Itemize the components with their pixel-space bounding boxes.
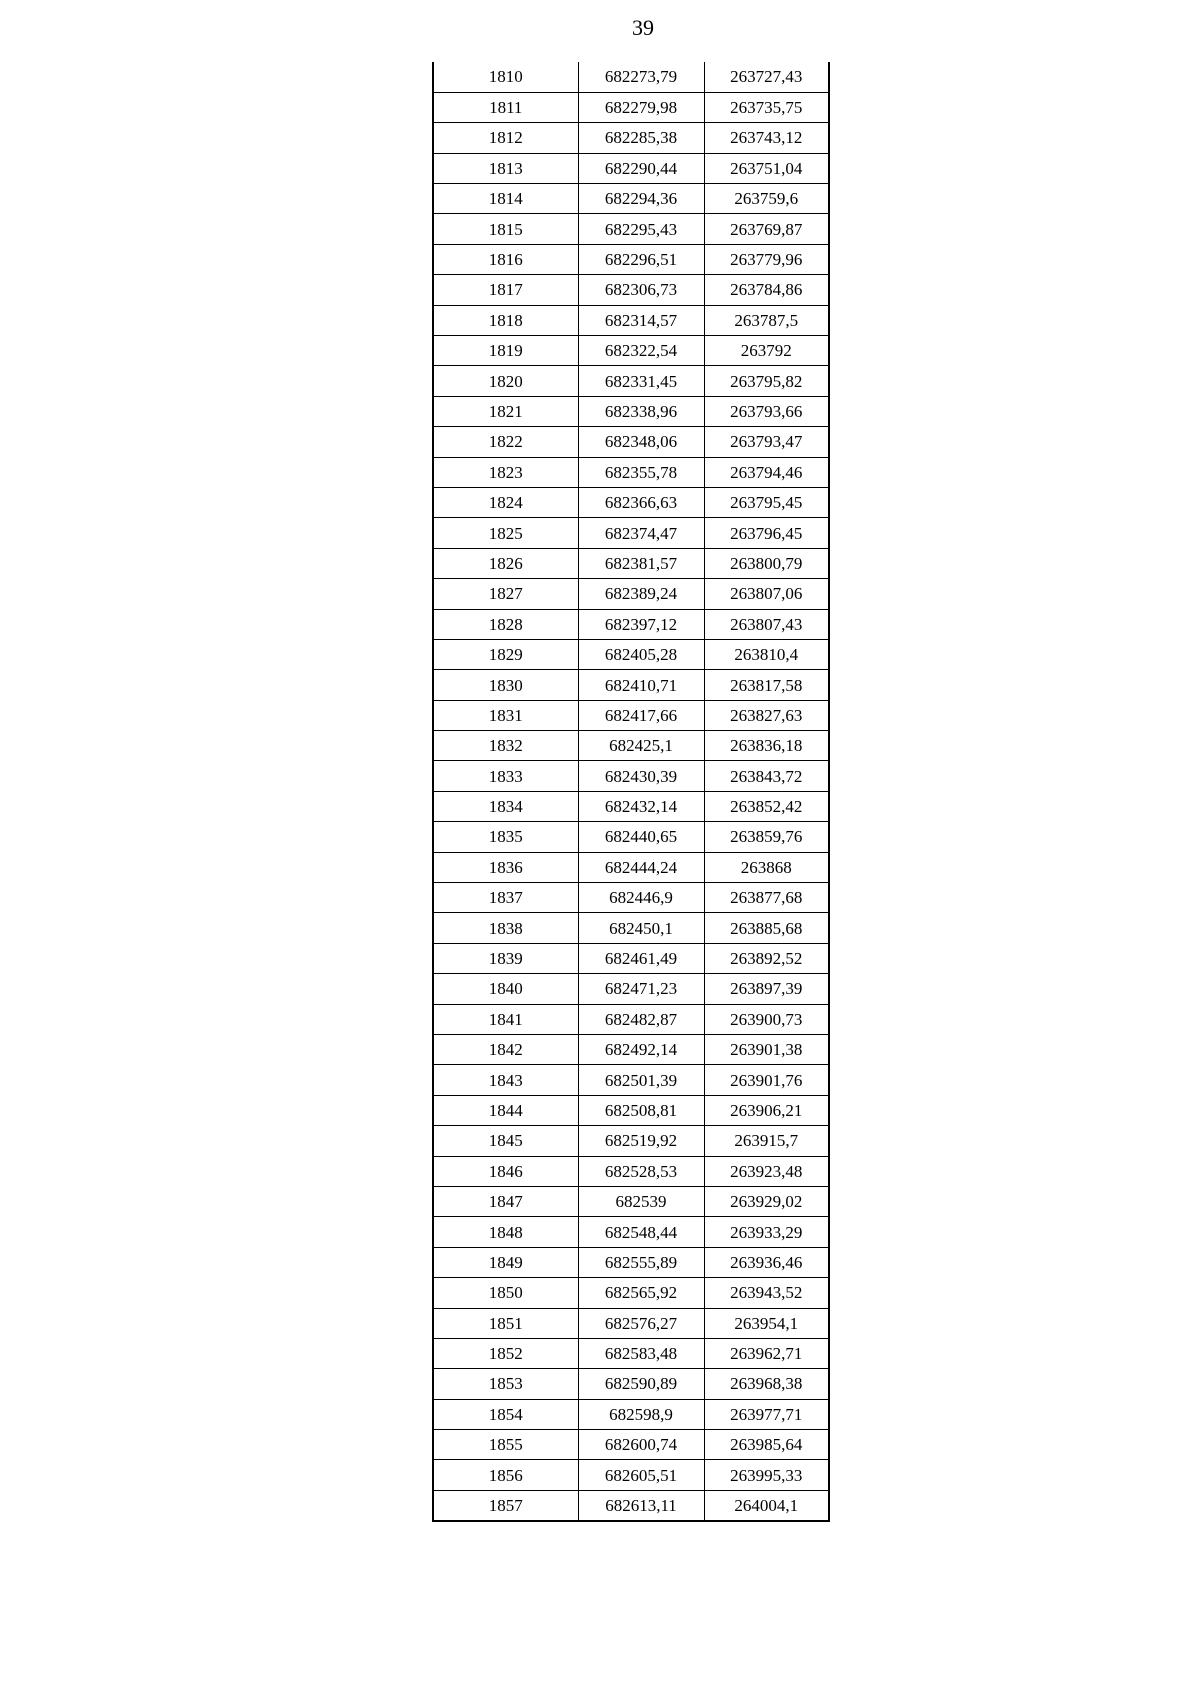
point-number-cell: 1833	[433, 761, 578, 791]
x-coordinate-cell: 682501,39	[578, 1065, 704, 1095]
table-row	[433, 457, 829, 487]
table-row	[433, 184, 829, 214]
x-coordinate-cell: 682600,74	[578, 1430, 704, 1460]
x-coordinate-cell: 682430,39	[578, 761, 704, 791]
point-number-cell: 1852	[433, 1338, 578, 1368]
table-row	[433, 1095, 829, 1125]
point-number-cell: 1854	[433, 1399, 578, 1429]
table-row	[433, 883, 829, 913]
y-coordinate-cell: 263807,06	[704, 579, 829, 609]
x-coordinate-cell: 682338,96	[578, 396, 704, 426]
x-coordinate-cell: 682583,48	[578, 1338, 704, 1368]
y-coordinate-cell: 263800,79	[704, 548, 829, 578]
table-row	[433, 275, 829, 305]
point-number-cell: 1821	[433, 396, 578, 426]
coordinates-table	[432, 62, 830, 1522]
x-coordinate-cell: 682519,92	[578, 1126, 704, 1156]
table-row	[433, 1369, 829, 1399]
x-coordinate-cell: 682444,24	[578, 852, 704, 882]
y-coordinate-cell: 263859,76	[704, 822, 829, 852]
y-coordinate-cell: 263923,48	[704, 1156, 829, 1186]
point-number-cell: 1846	[433, 1156, 578, 1186]
table-row	[433, 1247, 829, 1277]
table-row	[433, 1278, 829, 1308]
point-number-cell: 1844	[433, 1095, 578, 1125]
point-number-cell: 1819	[433, 336, 578, 366]
table-row	[433, 670, 829, 700]
y-coordinate-cell: 263943,52	[704, 1278, 829, 1308]
y-coordinate-cell: 263915,7	[704, 1126, 829, 1156]
coordinates-table-body	[433, 62, 829, 1521]
y-coordinate-cell: 263795,82	[704, 366, 829, 396]
y-coordinate-cell: 263795,45	[704, 487, 829, 517]
x-coordinate-cell: 682605,51	[578, 1460, 704, 1490]
table-row	[433, 639, 829, 669]
point-number-cell: 1816	[433, 244, 578, 274]
table-row	[433, 244, 829, 274]
point-number-cell: 1855	[433, 1430, 578, 1460]
x-coordinate-cell: 682548,44	[578, 1217, 704, 1247]
point-number-cell: 1853	[433, 1369, 578, 1399]
table-row	[433, 791, 829, 821]
x-coordinate-cell: 682425,1	[578, 731, 704, 761]
y-coordinate-cell: 263906,21	[704, 1095, 829, 1125]
table-row	[433, 1460, 829, 1490]
point-number-cell: 1817	[433, 275, 578, 305]
table-row	[433, 214, 829, 244]
x-coordinate-cell: 682355,78	[578, 457, 704, 487]
x-coordinate-cell: 682397,12	[578, 609, 704, 639]
table-row	[433, 852, 829, 882]
table-row	[433, 396, 829, 426]
y-coordinate-cell: 263995,33	[704, 1460, 829, 1490]
table-row	[433, 427, 829, 457]
point-number-cell: 1856	[433, 1460, 578, 1490]
table-row	[433, 518, 829, 548]
y-coordinate-cell: 263900,73	[704, 1004, 829, 1034]
point-number-cell: 1837	[433, 883, 578, 913]
x-coordinate-cell: 682508,81	[578, 1095, 704, 1125]
point-number-cell: 1848	[433, 1217, 578, 1247]
y-coordinate-cell: 263743,12	[704, 123, 829, 153]
table-row	[433, 1186, 829, 1216]
x-coordinate-cell: 682389,24	[578, 579, 704, 609]
point-number-cell: 1826	[433, 548, 578, 578]
table-row	[433, 761, 829, 791]
table-row	[433, 579, 829, 609]
x-coordinate-cell: 682613,11	[578, 1490, 704, 1520]
point-number-cell: 1831	[433, 700, 578, 730]
y-coordinate-cell: 263897,39	[704, 974, 829, 1004]
y-coordinate-cell: 263929,02	[704, 1186, 829, 1216]
point-number-cell: 1828	[433, 609, 578, 639]
table-row	[433, 153, 829, 183]
table-row	[433, 1490, 829, 1520]
y-coordinate-cell: 263827,63	[704, 700, 829, 730]
table-row	[433, 548, 829, 578]
x-coordinate-cell: 682314,57	[578, 305, 704, 335]
point-number-cell: 1827	[433, 579, 578, 609]
table-row	[433, 123, 829, 153]
point-number-cell: 1857	[433, 1490, 578, 1520]
y-coordinate-cell: 263759,6	[704, 184, 829, 214]
x-coordinate-cell: 682405,28	[578, 639, 704, 669]
y-coordinate-cell: 263933,29	[704, 1217, 829, 1247]
point-number-cell: 1849	[433, 1247, 578, 1277]
table-row	[433, 700, 829, 730]
point-number-cell: 1812	[433, 123, 578, 153]
point-number-cell: 1845	[433, 1126, 578, 1156]
point-number-cell: 1834	[433, 791, 578, 821]
point-number-cell: 1820	[433, 366, 578, 396]
y-coordinate-cell: 263885,68	[704, 913, 829, 943]
x-coordinate-cell: 682576,27	[578, 1308, 704, 1338]
table-row	[433, 1065, 829, 1095]
y-coordinate-cell: 263985,64	[704, 1430, 829, 1460]
point-number-cell: 1825	[433, 518, 578, 548]
y-coordinate-cell: 263727,43	[704, 62, 829, 92]
table-row	[433, 1399, 829, 1429]
point-number-cell: 1838	[433, 913, 578, 943]
table-row	[433, 1338, 829, 1368]
point-number-cell: 1839	[433, 943, 578, 973]
point-number-cell: 1847	[433, 1186, 578, 1216]
y-coordinate-cell: 263877,68	[704, 883, 829, 913]
y-coordinate-cell: 263968,38	[704, 1369, 829, 1399]
y-coordinate-cell: 263962,71	[704, 1338, 829, 1368]
point-number-cell: 1841	[433, 1004, 578, 1034]
y-coordinate-cell: 263793,47	[704, 427, 829, 457]
y-coordinate-cell: 263836,18	[704, 731, 829, 761]
table-row	[433, 943, 829, 973]
table-row	[433, 92, 829, 122]
table-row	[433, 1430, 829, 1460]
table-row	[433, 336, 829, 366]
point-number-cell: 1835	[433, 822, 578, 852]
y-coordinate-cell: 263807,43	[704, 609, 829, 639]
x-coordinate-cell: 682539	[578, 1186, 704, 1216]
point-number-cell: 1813	[433, 153, 578, 183]
x-coordinate-cell: 682290,44	[578, 153, 704, 183]
point-number-cell: 1850	[433, 1278, 578, 1308]
point-number-cell: 1824	[433, 487, 578, 517]
point-number-cell: 1818	[433, 305, 578, 335]
table-row	[433, 822, 829, 852]
point-number-cell: 1843	[433, 1065, 578, 1095]
y-coordinate-cell: 263735,75	[704, 92, 829, 122]
y-coordinate-cell: 263794,46	[704, 457, 829, 487]
table-row	[433, 731, 829, 761]
y-coordinate-cell: 263784,86	[704, 275, 829, 305]
point-number-cell: 1840	[433, 974, 578, 1004]
x-coordinate-cell: 682565,92	[578, 1278, 704, 1308]
point-number-cell: 1829	[433, 639, 578, 669]
table-row	[433, 1217, 829, 1247]
table-row	[433, 974, 829, 1004]
x-coordinate-cell: 682273,79	[578, 62, 704, 92]
page-number: 39	[632, 15, 654, 40]
x-coordinate-cell: 682294,36	[578, 184, 704, 214]
x-coordinate-cell: 682432,14	[578, 791, 704, 821]
x-coordinate-cell: 682381,57	[578, 548, 704, 578]
x-coordinate-cell: 682410,71	[578, 670, 704, 700]
x-coordinate-cell: 682366,63	[578, 487, 704, 517]
point-number-cell: 1811	[433, 92, 578, 122]
x-coordinate-cell: 682331,45	[578, 366, 704, 396]
y-coordinate-cell: 263787,5	[704, 305, 829, 335]
point-number-cell: 1842	[433, 1035, 578, 1065]
point-number-cell: 1823	[433, 457, 578, 487]
x-coordinate-cell: 682322,54	[578, 336, 704, 366]
point-number-cell: 1836	[433, 852, 578, 882]
y-coordinate-cell: 263796,45	[704, 518, 829, 548]
x-coordinate-cell: 682461,49	[578, 943, 704, 973]
point-number-cell: 1851	[433, 1308, 578, 1338]
y-coordinate-cell: 263810,4	[704, 639, 829, 669]
x-coordinate-cell: 682482,87	[578, 1004, 704, 1034]
x-coordinate-cell: 682555,89	[578, 1247, 704, 1277]
x-coordinate-cell: 682279,98	[578, 92, 704, 122]
y-coordinate-cell: 263954,1	[704, 1308, 829, 1338]
y-coordinate-cell: 263792	[704, 336, 829, 366]
y-coordinate-cell: 263751,04	[704, 153, 829, 183]
point-number-cell: 1822	[433, 427, 578, 457]
y-coordinate-cell: 263901,76	[704, 1065, 829, 1095]
point-number-cell: 1814	[433, 184, 578, 214]
x-coordinate-cell: 682492,14	[578, 1035, 704, 1065]
x-coordinate-cell: 682590,89	[578, 1369, 704, 1399]
y-coordinate-cell: 263901,38	[704, 1035, 829, 1065]
point-number-cell: 1815	[433, 214, 578, 244]
y-coordinate-cell: 263852,42	[704, 791, 829, 821]
x-coordinate-cell: 682446,9	[578, 883, 704, 913]
y-coordinate-cell: 263892,52	[704, 943, 829, 973]
y-coordinate-cell: 263977,71	[704, 1399, 829, 1429]
x-coordinate-cell: 682471,23	[578, 974, 704, 1004]
table-row	[433, 366, 829, 396]
x-coordinate-cell: 682306,73	[578, 275, 704, 305]
x-coordinate-cell: 682598,9	[578, 1399, 704, 1429]
table-row	[433, 609, 829, 639]
x-coordinate-cell: 682348,06	[578, 427, 704, 457]
x-coordinate-cell: 682285,38	[578, 123, 704, 153]
point-number-cell: 1830	[433, 670, 578, 700]
table-row	[433, 913, 829, 943]
table-row	[433, 1308, 829, 1338]
x-coordinate-cell: 682528,53	[578, 1156, 704, 1186]
y-coordinate-cell: 264004,1	[704, 1490, 829, 1520]
y-coordinate-cell: 263843,72	[704, 761, 829, 791]
x-coordinate-cell: 682417,66	[578, 700, 704, 730]
point-number-cell: 1832	[433, 731, 578, 761]
y-coordinate-cell: 263936,46	[704, 1247, 829, 1277]
x-coordinate-cell: 682440,65	[578, 822, 704, 852]
y-coordinate-cell: 263769,87	[704, 214, 829, 244]
y-coordinate-cell: 263868	[704, 852, 829, 882]
x-coordinate-cell: 682450,1	[578, 913, 704, 943]
x-coordinate-cell: 682374,47	[578, 518, 704, 548]
x-coordinate-cell: 682295,43	[578, 214, 704, 244]
table-row	[433, 487, 829, 517]
table-row	[433, 1126, 829, 1156]
x-coordinate-cell: 682296,51	[578, 244, 704, 274]
point-number-cell: 1810	[433, 62, 578, 92]
y-coordinate-cell: 263793,66	[704, 396, 829, 426]
table-row	[433, 62, 829, 92]
table-row	[433, 1156, 829, 1186]
table-row	[433, 1004, 829, 1034]
y-coordinate-cell: 263779,96	[704, 244, 829, 274]
table-row	[433, 1035, 829, 1065]
table-row	[433, 305, 829, 335]
y-coordinate-cell: 263817,58	[704, 670, 829, 700]
